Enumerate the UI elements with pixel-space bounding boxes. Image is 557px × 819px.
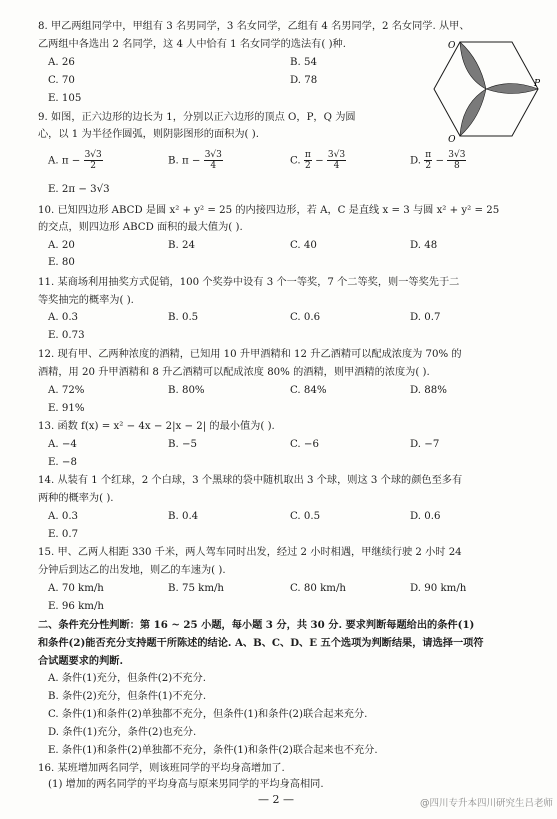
shaded-petals bbox=[460, 42, 538, 136]
q14-stem-line1: 14. 从装有 1 个红球，2 个白球，3 个黑球的袋中随机取出 3 个球，则这 3 个球的颜色至多有 bbox=[38, 475, 463, 486]
petal-right bbox=[486, 84, 538, 94]
judgment-option-c: C. 条件(1)和条件(2)单独都不充分，但条件(1)和条件(2)联合起来充分. bbox=[48, 709, 368, 720]
q9-option-d: D. $\frac{\pi}{2}$ − $\frac{3√3}{8}$ bbox=[410, 150, 466, 171]
q10-option-e: E. 80 bbox=[48, 257, 75, 268]
q10-option-c: C. 40 bbox=[290, 240, 317, 251]
q8-option-a: A. 26 bbox=[48, 57, 75, 68]
q16-stem: 16. 某班增加两名同学，则该班同学的平均身高增加了. bbox=[38, 763, 285, 774]
judgment-option-a: A. 条件(1)充分，但条件(2)不充分. bbox=[48, 673, 206, 684]
q9-option-b: B. π − $\frac{3√3}{4}$ bbox=[168, 150, 222, 171]
q15-option-b: B. 75 km/h bbox=[168, 583, 224, 594]
q15-option-d: D. 90 km/h bbox=[410, 583, 467, 594]
q12-option-c: C. 84% bbox=[290, 385, 327, 396]
q8-option-e: E. 105 bbox=[48, 93, 82, 104]
watermark: @四川专升本四川研究生吕老师 bbox=[420, 798, 554, 809]
q12-option-a: A. 72% bbox=[48, 385, 85, 396]
q16-condition-1: (1) 增加的两名同学的平均身高与原来男同学的平均身高相同. bbox=[48, 779, 324, 790]
q8-stem-line2: 乙两组中各选出 2 名同学，这 4 人中恰有 1 名女同学的选法有( )种. bbox=[38, 39, 346, 50]
q11-stem-line2: 等奖抽完的概率为( ). bbox=[38, 295, 134, 306]
q14-stem-line2: 两种的概率为( ). bbox=[38, 493, 114, 504]
label-q: Q bbox=[448, 135, 456, 142]
petal-top bbox=[460, 42, 486, 89]
q10-option-d: D. 48 bbox=[410, 240, 438, 251]
q10-stem-line1: 10. 已知四边形 ABCD 是圆 x² + y² = 25 的内接四边形，若 A，C 是直线 x = 3 与圆 x² + y² = 25 bbox=[38, 205, 500, 216]
label-p: P bbox=[534, 79, 541, 89]
q14-option-c: C. 0.5 bbox=[290, 511, 321, 522]
q15-stem-line2: 分钟后到达乙的出发地，则乙的车速为( ). bbox=[38, 565, 226, 576]
section2-header-line3: 合试题要求的判断. bbox=[38, 655, 124, 667]
judgment-option-b: B. 条件(2)充分，但条件(1)不充分. bbox=[48, 691, 207, 702]
q11-option-b: B. 0.5 bbox=[168, 312, 199, 323]
q15-stem-line1: 15. 甲、乙两人相距 330 千米，两人驾车同时出发，经过 2 小时相遇，甲继续行驶 2 小时 24 bbox=[38, 547, 462, 558]
q15-option-c: C. 80 km/h bbox=[290, 583, 346, 594]
q13-option-e: E. −8 bbox=[48, 457, 77, 468]
q12-option-e: E. 91% bbox=[48, 403, 85, 414]
q15-option-e: E. 96 km/h bbox=[48, 601, 104, 612]
q11-option-d: D. 0.7 bbox=[410, 312, 441, 323]
q11-stem-line1: 11. 某商场利用抽奖方式促销，100 个奖券中设有 3 个一等奖，7 个二等奖，则一等奖先于二 bbox=[38, 277, 460, 288]
q14-option-a: A. 0.3 bbox=[48, 511, 79, 522]
q12-stem-line1: 12. 现有甲、乙两种浓度的酒精，已知用 10 升甲酒精和 12 升乙酒精可以配成浓度为 70% 的 bbox=[38, 349, 462, 360]
q9-option-a: A. π − $\frac{3√3}{2}$ bbox=[48, 150, 102, 171]
judgment-option-d: D. 条件(1)充分，条件(2)也充分. bbox=[48, 727, 197, 738]
q13-option-d: D. −7 bbox=[410, 439, 440, 450]
q11-option-c: C. 0.6 bbox=[290, 312, 321, 323]
q13-option-a: A. −4 bbox=[48, 439, 77, 450]
q11-option-a: A. 0.3 bbox=[48, 312, 79, 323]
page-number: — 2 — bbox=[258, 793, 294, 806]
q13-stem-line1: 13. 函数 f(x) = x² − 4x − 2|x − 2| 的最小值为( ). bbox=[38, 421, 275, 432]
q11-option-e: E. 0.73 bbox=[48, 330, 85, 341]
q14-option-b: B. 0.4 bbox=[168, 511, 199, 522]
q8-option-d: D. 78 bbox=[290, 75, 318, 86]
section2-header-line1: 二、条件充分性判断：第 16 ~ 25 小题，每小题 3 分，共 30 分. 要求判断每题给出的条件(1) bbox=[38, 619, 475, 631]
q14-option-d: D. 0.6 bbox=[410, 511, 441, 522]
q9-option-e: E. 2π − 3√3 bbox=[48, 184, 110, 195]
q10-option-b: B. 24 bbox=[168, 240, 195, 251]
q15-option-a: A. 70 km/h bbox=[48, 583, 104, 594]
q10-option-a: A. 20 bbox=[48, 240, 75, 251]
label-o: O bbox=[448, 41, 456, 51]
q8-option-b: B. 54 bbox=[290, 57, 317, 68]
q12-option-b: B. 80% bbox=[168, 385, 205, 396]
q9-stem-line2: 心，以 1 为半径作圆弧，则阴影图形的面积为( ). bbox=[38, 129, 259, 140]
q13-option-c: C. −6 bbox=[290, 439, 319, 450]
q8-stem-line1: 8. 甲乙两组同学中，甲组有 3 名男同学，3 名女同学，乙组有 4 名男同学，2 名女同学. 从甲、 bbox=[38, 21, 470, 32]
q9-option-c: C. $\frac{\pi}{2}$ − $\frac{3√3}{4}$ bbox=[290, 150, 346, 171]
q12-stem-line2: 酒精，用 20 升甲酒精和 8 升乙酒精可以配成浓度 80% 的酒精，则甲酒精的浓度为( ). bbox=[38, 367, 430, 378]
q8-option-c: C. 70 bbox=[48, 75, 75, 86]
judgment-option-e: E. 条件(1)和条件(2)单独都不充分，条件(1)和条件(2)联合起来也不充分. bbox=[48, 745, 378, 756]
section2-header-line2: 和条件(2)能否充分支持题干所陈述的结论. A、B、C、D、E 五个选项为判断结果，请选择一项符 bbox=[38, 637, 484, 649]
q14-option-e: E. 0.7 bbox=[48, 529, 79, 540]
petal-bottom bbox=[460, 89, 486, 136]
q12-option-d: D. 88% bbox=[410, 385, 447, 396]
hexagon-petal-figure bbox=[432, 38, 542, 142]
q10-stem-line2: 的交点，则四边形 ABCD 面积的最大值为( ). bbox=[38, 222, 243, 233]
q9-stem-line1: 9. 如图，正六边形的边长为 1，分别以正六边形的顶点 O，P，Q 为圆 bbox=[38, 112, 356, 123]
q13-option-b: B. −5 bbox=[168, 439, 197, 450]
